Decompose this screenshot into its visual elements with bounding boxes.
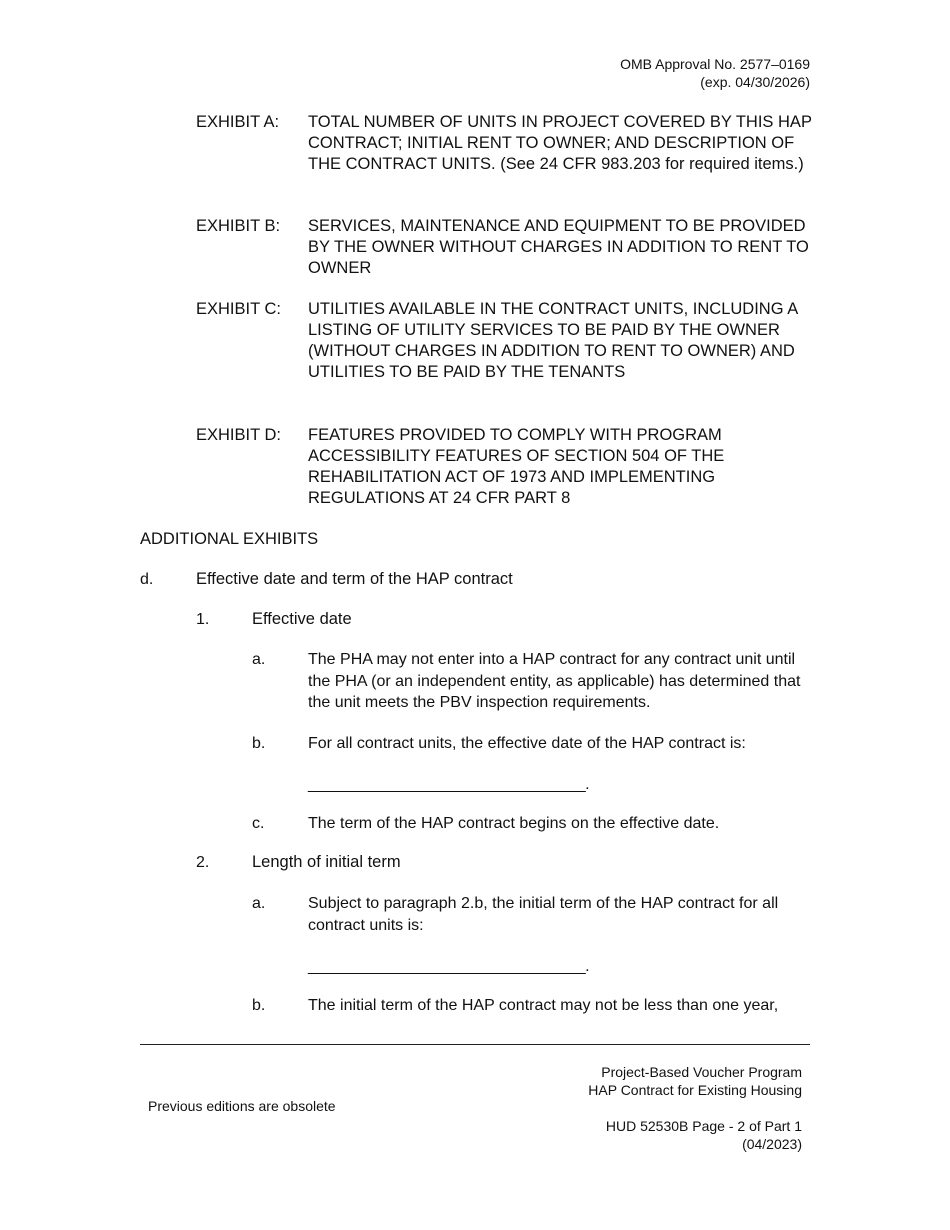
additional-exhibits-heading: ADDITIONAL EXHIBITS [140, 530, 319, 548]
item-1-title: Effective date [252, 610, 352, 628]
exhibit-label: EXHIBIT B: [196, 217, 281, 235]
item-2-marker: 2. [196, 854, 210, 871]
footer-contract: HAP Contract for Existing Housing [588, 1082, 802, 1098]
footer-program-block [588, 1063, 802, 1099]
footer-obsolete-notice: Previous editions are obsolete [148, 1098, 336, 1114]
omb-approval-block [620, 55, 810, 91]
exhibit-text: SERVICES, MAINTENANCE AND EQUIPMENT TO BE PROVIDED BY THE OWNER WITHOUT CHARGES IN ADDITION TO RENT TO OWNER [308, 217, 809, 277]
item-2b-marker: b. [252, 997, 266, 1014]
exhibit-c [196, 299, 816, 383]
initial-term-blank: _________________________________. [308, 958, 590, 975]
item-1c-text: The term of the HAP contract begins on the effective date. [308, 815, 720, 832]
footer-program: Project-Based Voucher Program [601, 1064, 802, 1080]
exhibit-label: EXHIBIT D: [196, 426, 281, 444]
item-2-title: Length of initial term [252, 853, 401, 871]
item-2a-marker: a. [252, 895, 266, 912]
exhibit-text: TOTAL NUMBER OF UNITS IN PROJECT COVERED BY THIS HAP CONTRACT; INITIAL RENT TO OWNER; AND DESCRIPTION OF THE CONTRACT UNITS. (See 24 CFR 983.203 for required items.) [308, 113, 812, 173]
item-1b-marker: b. [252, 735, 266, 752]
item-1a-text: The PHA may not enter into a HAP contract for any contract unit until the PHA (or an independent entity, as applicable) has determined that the unit meets the PBV inspection requirements. [308, 651, 801, 711]
exhibit-text: FEATURES PROVIDED TO COMPLY WITH PROGRAM ACCESSIBILITY FEATURES OF SECTION 504 OF THE REHABILITATION ACT OF 1973 AND IMPLEMENTING REGULATIONS AT 24 CFR PART 8 [308, 426, 725, 507]
footer-divider [140, 1044, 810, 1045]
omb-expiration: (exp. 04/30/2026) [700, 74, 810, 90]
effective-date-blank: _________________________________. [308, 776, 590, 793]
footer-form-date: (04/2023) [742, 1136, 802, 1152]
item-1a-marker: a. [252, 651, 266, 668]
section-d-marker: d. [140, 571, 154, 588]
footer-form-page: HUD 52530B Page - 2 of Part 1 [605, 1118, 802, 1134]
omb-approval-number: OMB Approval No. 2577–0169 [620, 56, 810, 72]
exhibit-b [196, 216, 816, 279]
item-1c-marker: c. [252, 815, 265, 832]
exhibit-text: UTILITIES AVAILABLE IN THE CONTRACT UNITS, INCLUDING A LISTING OF UTILITY SERVICES TO BE PAID BY THE OWNER (WITHOUT CHARGES IN ADDITION TO RENT TO OWNER) AND UTILITIES TO BE PAID BY THE TENANTS [308, 300, 798, 381]
item-2a-text: Subject to paragraph 2.b, the initial term of the HAP contract for all contract units is: [308, 895, 779, 934]
item-1-marker: 1. [196, 611, 210, 628]
exhibit-label: EXHIBIT C: [196, 300, 281, 318]
item-1b-text: For all contract units, the effective date of the HAP contract is: [308, 735, 746, 752]
exhibit-d [196, 425, 816, 509]
footer-form-block [606, 1117, 802, 1153]
exhibit-a [196, 112, 816, 175]
item-2b-text: The initial term of the HAP contract may not be less than one year, [308, 997, 779, 1014]
exhibit-label: EXHIBIT A: [196, 113, 280, 131]
section-d-title: Effective date and term of the HAP contract [196, 570, 513, 588]
